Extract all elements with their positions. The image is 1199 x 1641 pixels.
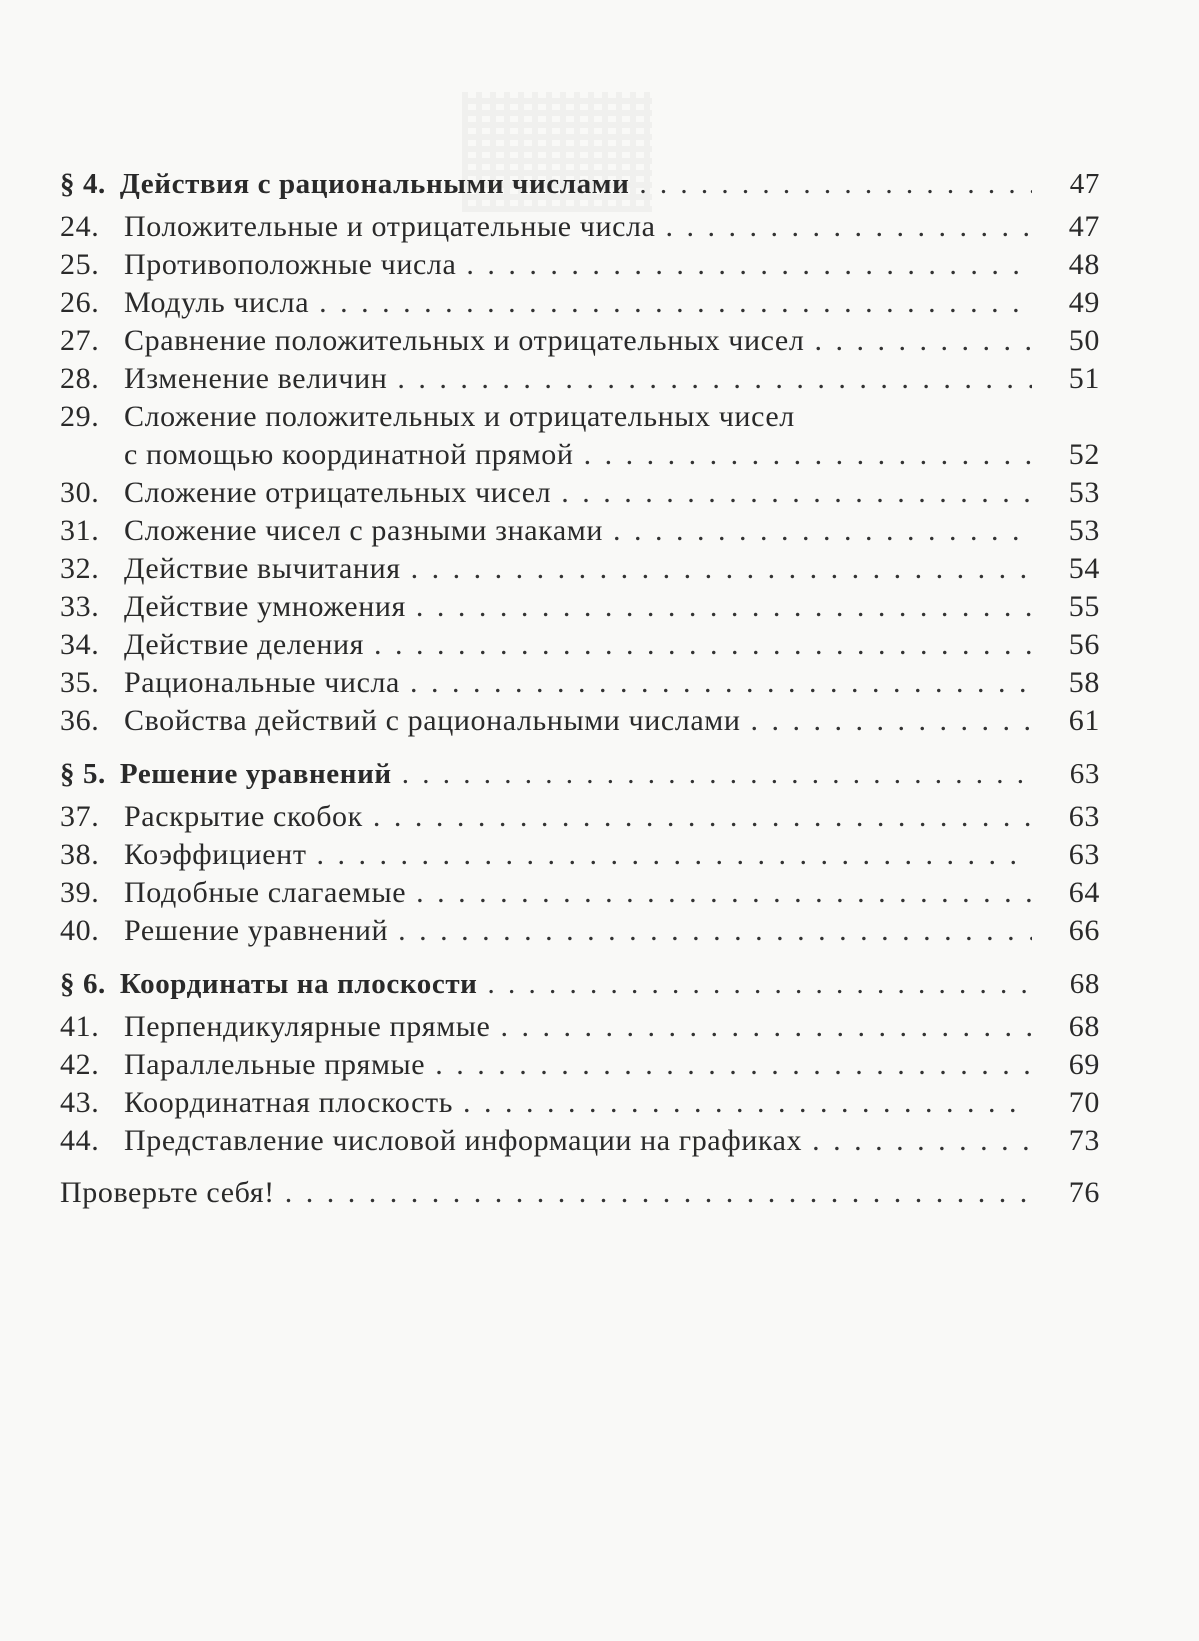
toc-item-42[interactable] (60, 1046, 1100, 1084)
item-title: Сложение положительных и отрицательных чисел (124, 400, 795, 433)
dot-leader (416, 874, 1032, 912)
item-title: Параллельные прямые (124, 1048, 426, 1081)
item-number: 41. (60, 1010, 100, 1043)
page-number: 68 (1068, 1010, 1100, 1043)
item-number: 26. (60, 286, 100, 319)
dot-leader (500, 1008, 1032, 1046)
item-number: 43. (60, 1086, 100, 1119)
item-number: 34. (60, 628, 100, 661)
item-number: 40. (60, 914, 100, 947)
item-number: 38. (60, 838, 100, 871)
item-number: 30. (60, 476, 100, 509)
dot-leader (410, 664, 1032, 702)
toc-item-28[interactable] (60, 360, 1100, 398)
dot-leader (613, 512, 1032, 550)
item-number: 31. (60, 514, 100, 547)
dot-leader (751, 702, 1032, 740)
page-number: 51 (1068, 362, 1100, 395)
page-number: 49 (1068, 286, 1100, 319)
page-number: 70 (1068, 1086, 1100, 1119)
toc-item-38[interactable] (60, 836, 1100, 874)
toc-item-32[interactable] (60, 550, 1100, 588)
dot-leader (466, 246, 1032, 284)
toc-item-39[interactable] (60, 874, 1100, 912)
item-title: Действие умножения (124, 590, 406, 623)
item-title: Сравнение положительных и отрицательных чисел (124, 324, 805, 357)
toc-section-5[interactable] (60, 754, 1100, 794)
item-number: 28. (60, 362, 100, 395)
page-number: 61 (1068, 704, 1100, 737)
item-number: 25. (60, 248, 100, 281)
item-number: 29. (60, 400, 100, 433)
section-title: Координаты на плоскости (119, 968, 478, 1000)
item-title: Свойства действий с рациональными числами (124, 704, 741, 737)
dot-leader (463, 1084, 1032, 1122)
toc-item-43[interactable] (60, 1084, 1100, 1122)
item-title: Сложение отрицательных чисел (124, 476, 552, 509)
dot-leader (397, 360, 1032, 398)
item-title: Рациональные числа (124, 666, 400, 699)
item-number: 36. (60, 704, 100, 737)
dot-leader (373, 798, 1032, 836)
item-title: Перпендикулярные прямые (124, 1010, 491, 1043)
toc-item-24[interactable] (60, 208, 1100, 246)
page-number: 63 (1068, 838, 1100, 871)
dot-leader (285, 1174, 1032, 1212)
item-number: 39. (60, 876, 100, 909)
item-number: 44. (60, 1124, 100, 1157)
dot-leader (411, 550, 1032, 588)
section-marker: § 6. (60, 968, 106, 1000)
item-title: Противоположные числа (124, 248, 457, 281)
page-number: 55 (1068, 590, 1100, 623)
page-number: 54 (1068, 552, 1100, 585)
item-number: 32. (60, 552, 100, 585)
page-number: 53 (1068, 514, 1100, 547)
page-number: 76 (1068, 1176, 1100, 1209)
toc-item-self-check[interactable] (60, 1174, 1100, 1212)
dot-leader (319, 284, 1032, 322)
item-title-continuation: с помощью координатной прямой (124, 438, 574, 471)
dot-leader (416, 588, 1032, 626)
page-number: 50 (1068, 324, 1100, 357)
section-title: Действия с рациональными числами (119, 168, 630, 200)
page-number: 63 (1069, 758, 1100, 790)
item-title: Координатная плоскость (124, 1086, 454, 1119)
page-number: 53 (1068, 476, 1100, 509)
toc-item-26[interactable] (60, 284, 1100, 322)
page-number: 69 (1068, 1048, 1100, 1081)
item-title: Модуль числа (124, 286, 310, 319)
item-number: 27. (60, 324, 100, 357)
toc-item-44[interactable] (60, 1122, 1100, 1160)
dot-leader (812, 1122, 1032, 1160)
toc-item-41[interactable] (60, 1008, 1100, 1046)
dot-leader (639, 164, 1032, 204)
dot-leader (435, 1046, 1032, 1084)
item-title: Изменение величин (124, 362, 388, 395)
section-marker: § 5. (60, 758, 106, 790)
dot-leader (487, 964, 1032, 1004)
section-title: Решение уравнений (119, 758, 392, 790)
item-line-1 (60, 398, 1100, 436)
item-number: 24. (60, 210, 100, 243)
toc-item-29[interactable] (60, 398, 1100, 474)
item-line-2 (60, 436, 1100, 474)
toc-item-34[interactable] (60, 626, 1100, 664)
page-number: 48 (1068, 248, 1100, 281)
toc-section-4[interactable] (60, 164, 1100, 204)
page-number: 56 (1068, 628, 1100, 661)
item-title: Раскрытие скобок (124, 800, 363, 833)
item-title: Представление числовой информации на графиках (124, 1124, 803, 1157)
dot-leader (584, 436, 1032, 474)
table-of-contents (60, 164, 1100, 1212)
toc-item-27[interactable] (60, 322, 1100, 360)
page-number: 47 (1069, 168, 1100, 200)
toc-item-35[interactable] (60, 664, 1100, 702)
item-title: Коэффициент (124, 838, 307, 871)
page-number: 52 (1068, 438, 1100, 471)
page-number: 63 (1068, 800, 1100, 833)
dot-leader (398, 912, 1032, 950)
item-title: Проверьте себя! (60, 1176, 275, 1209)
item-title: Подобные слагаемые (124, 876, 407, 909)
item-number: 37. (60, 800, 100, 833)
dot-leader (814, 322, 1032, 360)
toc-item-30[interactable] (60, 474, 1100, 512)
item-title: Положительные и отрицательные числа (124, 210, 656, 243)
item-number: 42. (60, 1048, 100, 1081)
page-number: 66 (1068, 914, 1100, 947)
dot-leader (374, 626, 1032, 664)
dot-leader (666, 208, 1032, 246)
toc-section-6[interactable] (60, 964, 1100, 1004)
page-number: 58 (1068, 666, 1100, 699)
dot-leader (402, 754, 1032, 794)
dot-leader (561, 474, 1032, 512)
toc-item-40[interactable] (60, 912, 1100, 950)
item-title: Сложение чисел с разными знаками (124, 514, 604, 547)
page-number: 68 (1069, 968, 1100, 1000)
item-title: Действие деления (124, 628, 365, 661)
toc-item-25[interactable] (60, 246, 1100, 284)
item-title: Действие вычитания (124, 552, 401, 585)
toc-item-33[interactable] (60, 588, 1100, 626)
page-number: 73 (1068, 1124, 1100, 1157)
dot-leader (317, 836, 1032, 874)
toc-item-36[interactable] (60, 702, 1100, 740)
toc-item-31[interactable] (60, 512, 1100, 550)
item-title: Решение уравнений (124, 914, 389, 947)
toc-item-37[interactable] (60, 798, 1100, 836)
item-number: 33. (60, 590, 100, 623)
page-number: 47 (1068, 210, 1100, 243)
item-number: 35. (60, 666, 100, 699)
page-number: 64 (1068, 876, 1100, 909)
section-marker: § 4. (60, 168, 106, 200)
